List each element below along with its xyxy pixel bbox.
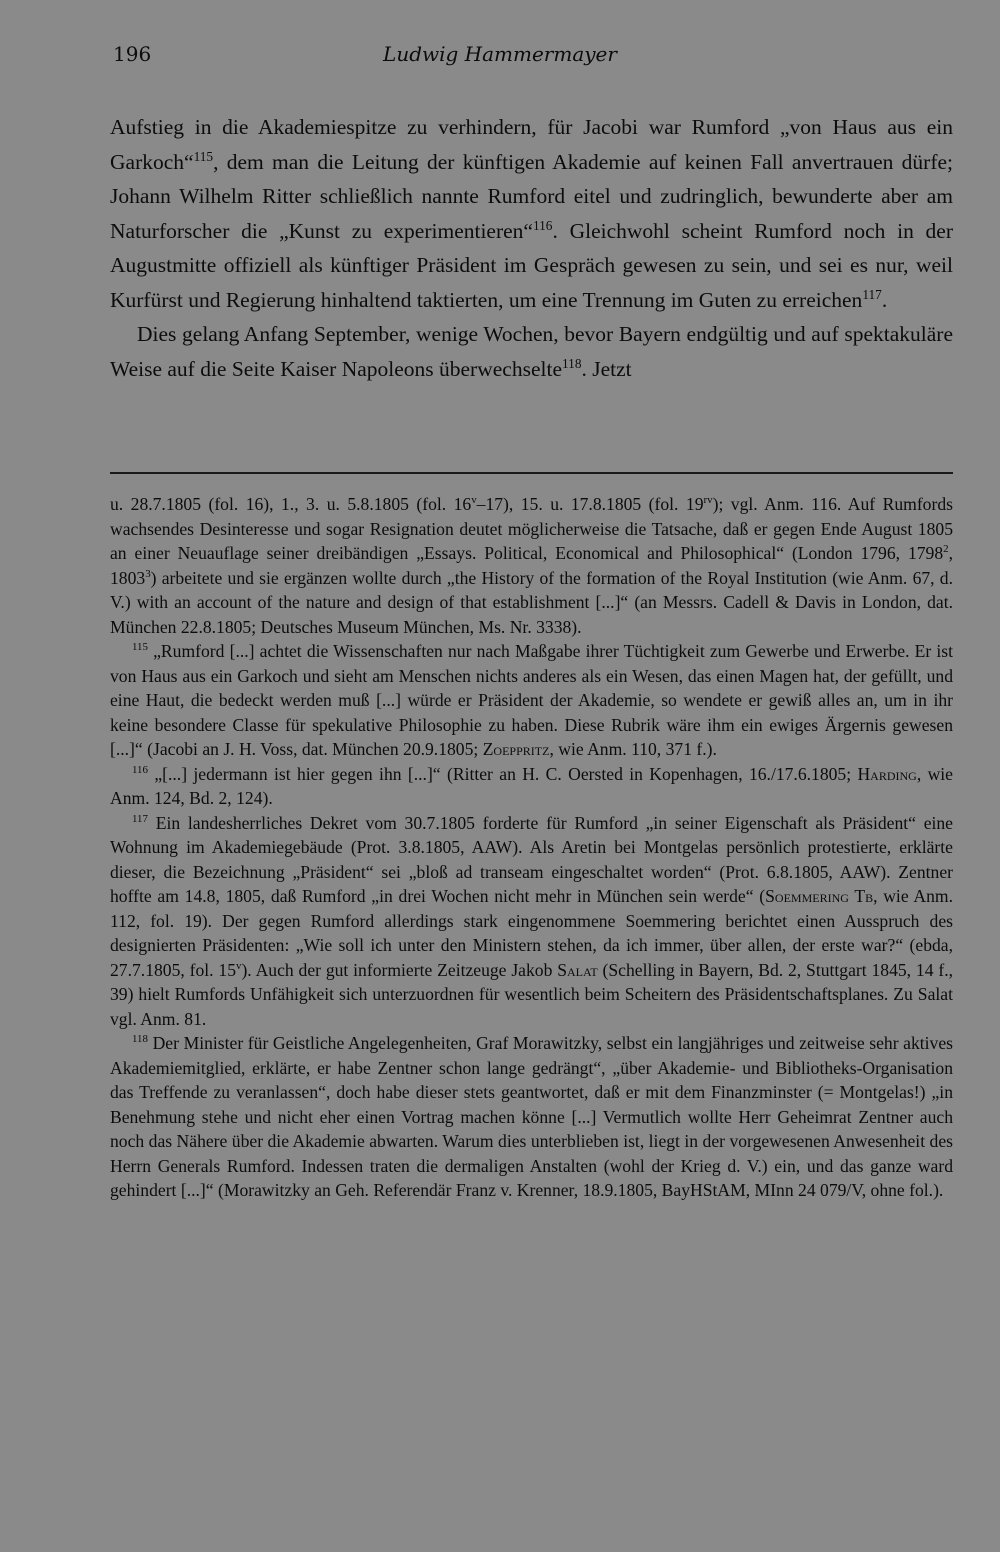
- footnote-number: 117: [132, 812, 148, 825]
- superscript: 3: [145, 567, 151, 580]
- text-run: u. 28.7.1805 (fol. 16), 1., 3. u. 5.8.1805 (fol. 16: [110, 494, 472, 514]
- paragraph: [110, 110, 953, 317]
- text-run: , 1803: [110, 543, 953, 588]
- footnote-number: 115: [132, 641, 148, 654]
- footnote-ref-117: 117: [862, 286, 882, 302]
- footnote-continuation: [110, 492, 953, 639]
- text-run: ). Auch der gut informierte Zeitzeuge Jakob: [241, 959, 558, 980]
- text-run: –17), 15. u. 17.8.1805 (fol. 19: [476, 494, 704, 514]
- footnote-118: [110, 1031, 953, 1203]
- page-number: 196: [113, 42, 152, 66]
- footnote-number: 118: [132, 1033, 148, 1046]
- footnote-divider: [110, 472, 953, 474]
- text-run: , wie Anm. 124, Bd. 2, 124).: [110, 763, 953, 808]
- text-run: . Jetzt: [581, 356, 632, 381]
- footnote-ref-115: 115: [193, 148, 214, 164]
- text-run: , dem man die Leitung der künftigen Akademie auf keinen Fall anvertrauen dürfe; Johann Wilhelm Ritter schließlich nannte Rumford eitel und zudringlich, bewunderte aber am Naturforscher die „Kunst zu experimentieren“: [110, 149, 953, 243]
- footnote-ref-116: 116: [532, 217, 553, 233]
- text-run: ) arbeitete und sie ergänzen wollte durch „the History of the formation of the Royal Institution (wie Anm. 67, d. V.) with an account of the nature and design of that establishment [...]“ (an Messrs. Cadell & Davis in London, dat. München 22.8.1805; Deutsches Museum München, Ms. Nr. 3338).: [110, 567, 953, 637]
- text-run: (Schelling in Bayern, Bd. 2, Stuttgart 1845, 14 f., 39) hielt Rumfords Unfähigkeit sich unterzuordnen für wesentlich beim Scheitern des Präsidentschaftsplanes. Zu Salat vgl. Anm. 81.: [110, 959, 953, 1029]
- text-run: Dies gelang Anfang September, wenige Wochen, bevor Bayern endgültig und auf spektakuläre Weise auf die Seite Kaiser Napoleons überwechselte: [110, 322, 953, 381]
- running-title: Ludwig Hammermayer: [383, 42, 617, 66]
- footnote-115: [110, 639, 953, 762]
- text-run: ); vgl. Anm. 116. Auf Rumfords wachsendes Desinteresse und sogar Resignation deutet möglicherweise die Tatsache, daß er gegen Ende August 1805 an einer Neuauflage seiner dreibändigen „Essays. Political, Economical and Philosophical“ (London 1796, 1798: [110, 494, 953, 563]
- body-text: [110, 110, 953, 386]
- paragraph: [110, 317, 953, 386]
- superscript: rv: [703, 494, 713, 507]
- page-header: [113, 42, 887, 72]
- footnote-116: [110, 762, 953, 811]
- footnotes: [110, 492, 953, 1203]
- superscript: v: [236, 959, 242, 972]
- text-run: , wie Anm. 112, fol. 19). Der gegen Rumford allerdings stark eingenommene Soemmering berichtet einen Ausspruch des designierten Präsidenten: „Wie soll ich unter den Ministern stehen, da ich immer, über allen, der erste war?“ (ebda, 27.7.1805, fol. 15: [110, 886, 953, 980]
- footnote-117: [110, 811, 953, 1032]
- text-run: Der Minister für Geistliche Angelegenheiten, Graf Morawitzky, selbst ein langjähriges und zeitweise sehr aktives Akademiemitglied, erklärte, er habe Zentner schon lange gedrängt“, „über Akademie- und Bibliotheks-Organisation das Treffende zu veranlassen“, doch habe dieser stets geantwortet, daß er mit dem Finanzminster (= Montgelas!) „in Benehmung stehe und nicht eher einen Vortrag machen könne [...] Vermutlich wollte Herr Geheimrat Zentner auch noch das Nähere über die Akademie abwarten. Warum dies unterblieben ist, liegt in der vorgewesenen Anwesenheit des Herrn Generals Rumford. Indessen traten die dermaligen Anstalten (wohl der Krieg d. V.) ein, und das ganze ward gehindert [...]“ (Morawitzky an Geh. Referendär Franz v. Krenner, 18.9.1805, BayHStAM, MInn 24 079/V, ohne fol.).: [110, 1033, 953, 1200]
- text-run: „Rumford [...] achtet die Wissenschaften nur nach Maßgabe ihrer Tüchtigkeit zum Gewerbe und Erwerbe. Er ist von Haus aus ein Garkoch und sieht am Menschen nichts anderes als ein Wesen, das einen Magen hat, der gefüllt, und eine Haut, die bedeckt werden muß [...] würde er Präsident der Akademie, so wendete er gewiß alles an, um in ihr keine besondere Classe für spekulative Philosophie zu haben. Diese Rubrik wäre ihm ein ewiges Ärgernis gewesen [...]“ (Jacobi an J. H. Voss, dat. München 20.9.1805;: [110, 641, 953, 759]
- text-run: Aufstieg in die Akademiespitze zu verhindern, für Jacobi war Rumford „von Haus aus ein Garkoch“: [110, 115, 953, 174]
- text-run: Ein landesherrliches Dekret vom 30.7.1805 forderte für Rumford „in seiner Eigenschaft als Präsident“ eine Wohnung im Akademiegebäude (Prot. 3.8.1805, AAW). Als Aretin bei Montgelas persönlich protestierte, erklärte dieser, die Bezeichnung „Präsident“ sei „bloß ad transeam eingeschaltet worden“ (Prot. 6.8.1805, AAW). Zentner hoffte am 14.8, 1805, daß Rumford „in drei Wochen nicht mehr in München sein werde“ (: [110, 812, 953, 906]
- superscript: 2: [943, 543, 949, 556]
- author-name: Salat: [557, 959, 598, 980]
- author-name: Zoeppritz: [482, 739, 550, 759]
- footnote-ref-118: 118: [561, 355, 582, 371]
- text-run: „[...] jedermann ist hier gegen ihn [...]“ (Ritter an H. C. Oersted in Kopenhagen, 16./17.6.1805;: [147, 763, 858, 784]
- author-name: Harding: [857, 763, 917, 784]
- footnote-number: 116: [132, 763, 148, 776]
- text-run: .: [881, 287, 888, 312]
- author-name: Soemmering Tb: [765, 886, 874, 906]
- superscript: v: [471, 494, 477, 507]
- text-run: , wie Anm. 110, 371 f.).: [549, 739, 717, 759]
- text-run: . Gleichwohl scheint Rumford noch in der Augustmitte offiziell als künftiger Präsident im Gespräch gewesen zu sein, und sei es nur, weil Kurfürst und Regierung hinhaltend taktierten, um eine Trennung im Guten zu erreichen: [110, 218, 953, 312]
